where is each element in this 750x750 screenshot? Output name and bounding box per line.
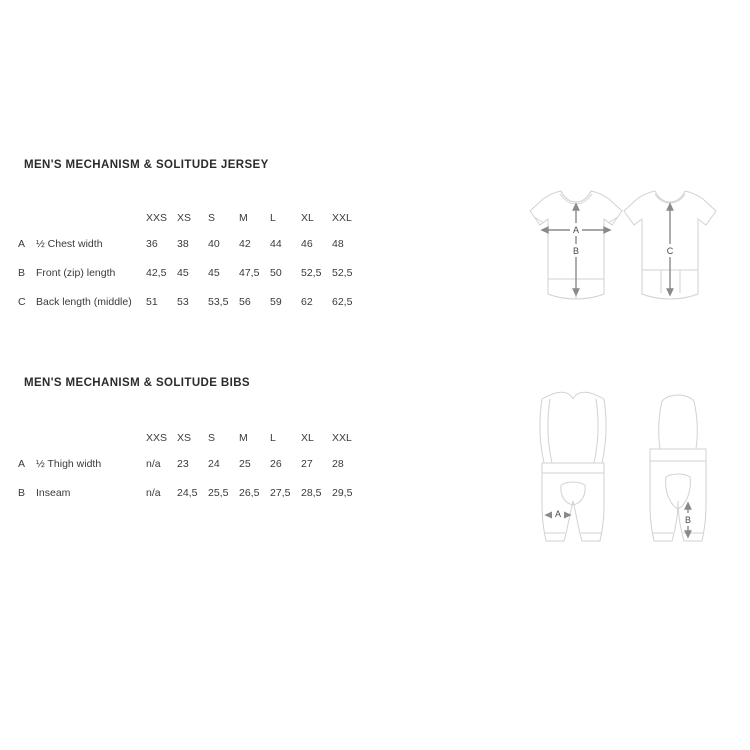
header-size-s: S (208, 212, 216, 224)
cell-value: 27,5 (270, 486, 291, 499)
header-size-xxl: XXL (332, 212, 352, 224)
cell-value: n/a (146, 486, 161, 499)
table-row (18, 449, 363, 478)
table-row (18, 258, 363, 287)
row-label: Back length (middle) (36, 295, 132, 308)
table-row (18, 478, 363, 507)
bibs-label-a: A (554, 509, 562, 519)
cell-value: 46 (301, 237, 313, 250)
header-size-xxs: XXS (146, 212, 168, 224)
header-size-xxl: XXL (332, 432, 352, 444)
cell-value: 52,5 (301, 266, 322, 279)
row-letter: B (18, 266, 26, 279)
header-size-xxs: XXS (146, 432, 168, 444)
cell-value: 45 (177, 266, 189, 279)
cell-value: 23 (177, 457, 189, 470)
cell-value: 59 (270, 295, 282, 308)
cell-value: n/a (146, 457, 161, 470)
jersey-label-b: B (572, 246, 580, 256)
cell-value: 47,5 (239, 266, 260, 279)
cell-value: 36 (146, 237, 158, 250)
cell-value: 44 (270, 237, 282, 250)
header-size-s: S (208, 432, 216, 444)
bibs-label-b: B (684, 515, 692, 525)
jersey-label-a: A (572, 225, 580, 235)
cell-value: 24,5 (177, 486, 198, 499)
row-label: ½ Chest width (36, 237, 103, 250)
cell-value: 24 (208, 457, 220, 470)
cell-value: 40 (208, 237, 220, 250)
header-letter (18, 427, 36, 449)
jersey-label-c: C (666, 246, 674, 256)
row-label: Front (zip) length (36, 266, 116, 279)
row-letter: A (18, 237, 26, 250)
bibs-diagram (498, 385, 738, 565)
cell-value: 25,5 (208, 486, 229, 499)
bibs-size-table (18, 427, 363, 507)
header-size-l: L (270, 212, 276, 224)
cell-value: 42,5 (146, 266, 167, 279)
header-letter (18, 207, 36, 229)
cell-value: 62 (301, 295, 313, 308)
cell-value: 53 (177, 295, 189, 308)
cell-value: 27 (301, 457, 313, 470)
header-measurement (36, 207, 146, 229)
header-size-l: L (270, 432, 276, 444)
header-size-xl: XL (301, 432, 314, 444)
cell-value: 56 (239, 295, 251, 308)
header-size-xs: XS (177, 212, 192, 224)
row-label: ½ Thigh width (36, 457, 102, 470)
jersey-diagram (498, 182, 738, 317)
cell-value: 52,5 (332, 266, 353, 279)
cell-value: 25 (239, 457, 251, 470)
cell-value: 26 (270, 457, 282, 470)
table-row (18, 229, 363, 258)
table-header-row (18, 427, 363, 449)
cell-value: 45 (208, 266, 220, 279)
header-size-m: M (239, 432, 248, 444)
cell-value: 48 (332, 237, 344, 250)
cell-value: 26,5 (239, 486, 260, 499)
jersey-size-table (18, 207, 363, 316)
header-measurement (36, 427, 146, 449)
cell-value: 42 (239, 237, 251, 250)
table-row (18, 287, 363, 316)
bibs-section-title: MEN'S MECHANISM & SOLITUDE BIBS (24, 377, 250, 389)
cell-value: 29,5 (332, 486, 353, 499)
cell-value: 53,5 (208, 295, 229, 308)
row-letter: A (18, 457, 26, 470)
jersey-section-title: MEN'S MECHANISM & SOLITUDE JERSEY (24, 159, 269, 171)
row-letter: B (18, 486, 26, 499)
cell-value: 28 (332, 457, 344, 470)
header-size-xs: XS (177, 432, 192, 444)
cell-value: 38 (177, 237, 189, 250)
table-header-row (18, 207, 363, 229)
header-size-xl: XL (301, 212, 314, 224)
row-label: Inseam (36, 486, 71, 499)
row-letter: C (18, 295, 26, 308)
cell-value: 62,5 (332, 295, 353, 308)
cell-value: 50 (270, 266, 282, 279)
cell-value: 51 (146, 295, 158, 308)
header-size-m: M (239, 212, 248, 224)
cell-value: 28,5 (301, 486, 322, 499)
